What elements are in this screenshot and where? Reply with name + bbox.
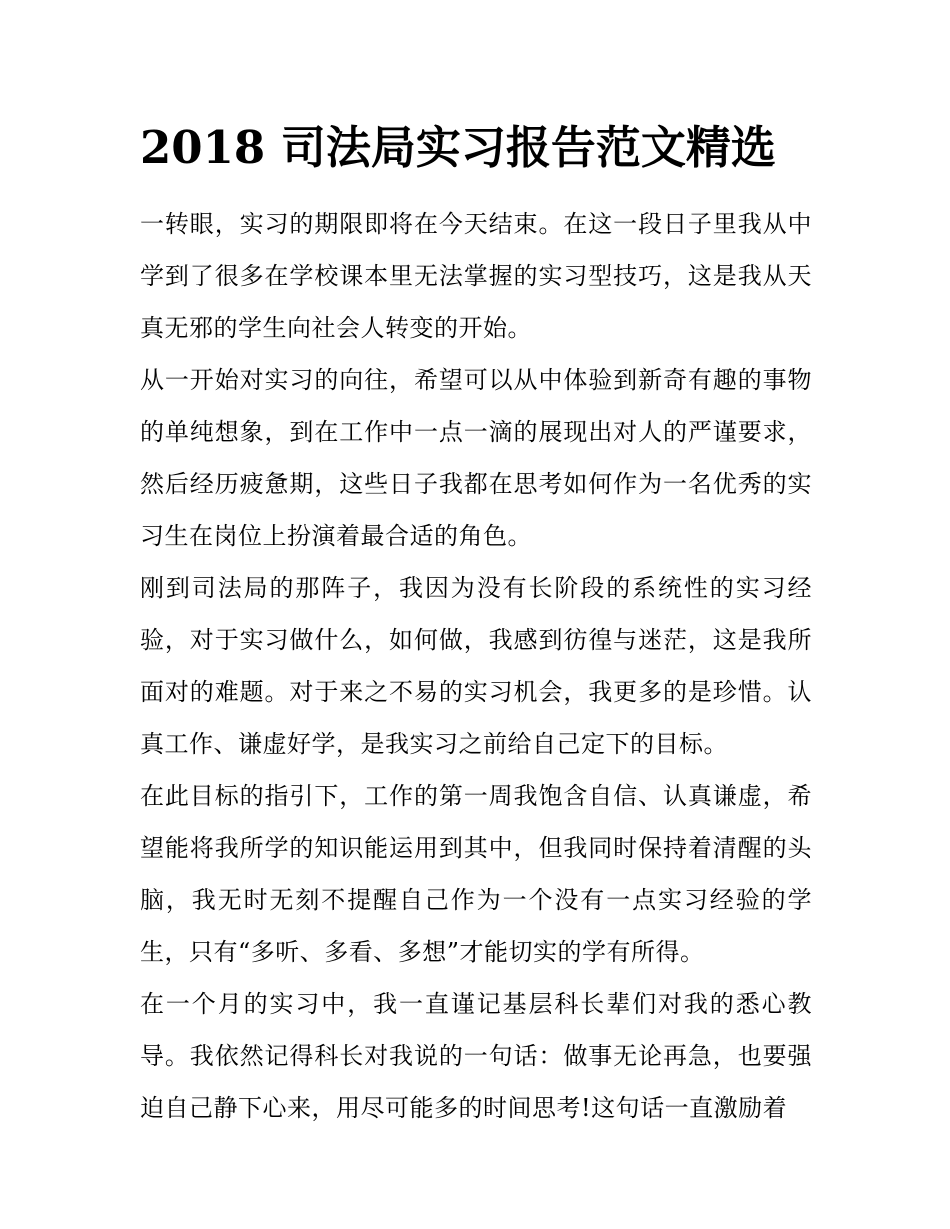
document-title: 2018 司法局实习报告范文精选 bbox=[140, 121, 776, 174]
paragraph: 在一个月的实习中，我一直谨记基层科长辈们对我的悉心教导。我依然记得科长对我说的一句话：做事无论再急，也要强迫自己静下心来，用尽可能多的时间思考!这句话一直激励着 bbox=[140, 990, 812, 1122]
paragraph: 从一开始对实习的向往，希望可以从中体验到新奇有趣的事物的单纯想象，到在工作中一点一滴的展现出对人的严谨要求，然后经历疲惫期，这些日子我都在思考如何作为一名优秀的实习生在岗位上扮演着最合适的角色。 bbox=[140, 366, 812, 550]
paragraph: 在此目标的指引下，工作的第一周我饱含自信、认真谦虚，希望能将我所学的知识能运用到其中，但我同时保持着清醒的头脑，我无时无刻不提醒自己作为一个没有一点实习经验的学生，只有“多听、多看、多想”才能切实的学有所得。 bbox=[140, 782, 812, 966]
paragraph: 一转眼，实习的期限即将在今天结束。在这一段日子里我从中学到了很多在学校课本里无法掌握的实习型技巧，这是我从天真无邪的学生向社会人转变的开始。 bbox=[140, 210, 812, 342]
paragraph: 刚到司法局的那阵子，我因为没有长阶段的系统性的实习经验，对于实习做什么，如何做，我感到彷徨与迷茫，这是我所面对的难题。对于来之不易的实习机会，我更多的是珍惜。认真工作、谦虚好学，是我实习之前给自己定下的目标。 bbox=[140, 574, 812, 758]
document-body bbox=[140, 198, 812, 1134]
